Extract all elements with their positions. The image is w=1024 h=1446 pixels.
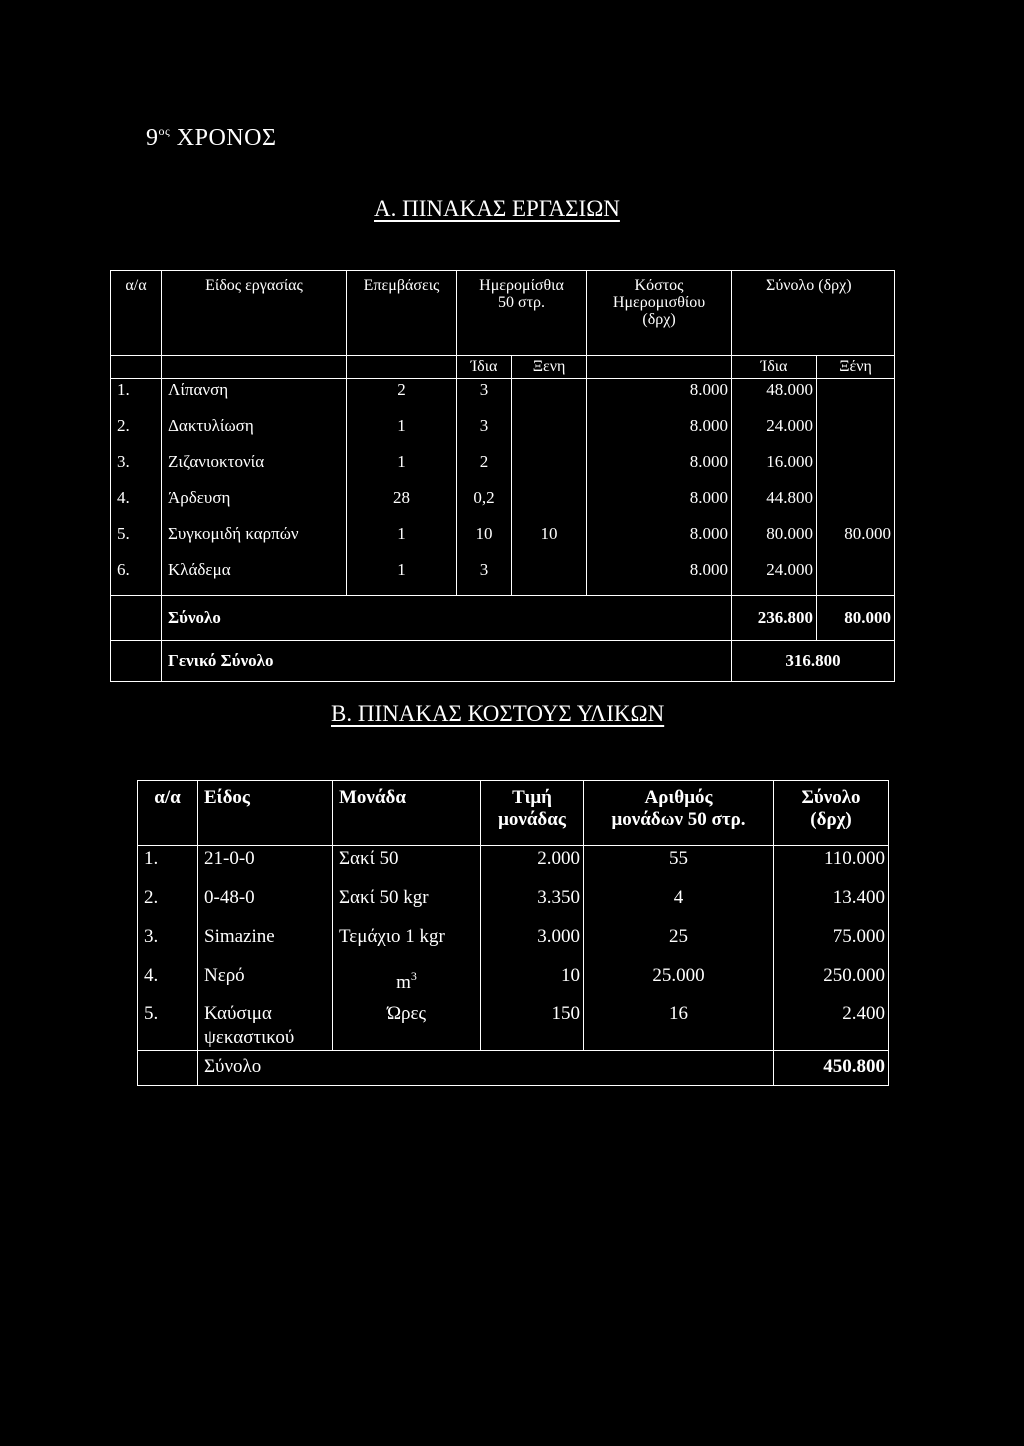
- cell-interventions: 1: [347, 559, 457, 596]
- work-table-subheader-row: [111, 356, 895, 379]
- mcell-unit: [333, 885, 481, 924]
- work-table-header-row: [111, 271, 895, 356]
- cell-own: 3: [457, 559, 512, 596]
- sum-gap-3: [512, 596, 587, 641]
- subheader-own: Ίδια: [457, 356, 512, 379]
- cell-interventions: 1: [347, 523, 457, 559]
- table-row: [111, 487, 895, 523]
- cell-own: 3: [457, 379, 512, 416]
- mheader-price-line2: μονάδας: [498, 809, 566, 830]
- mcell-aa: 2.: [138, 885, 198, 924]
- mcell-qty: 25.000: [584, 963, 774, 1002]
- table-row: [111, 379, 895, 416]
- mcell-total: 13.400: [774, 885, 889, 924]
- mcell-unit-text: Ώρες: [386, 1003, 427, 1024]
- grand-gap-1: [347, 641, 457, 682]
- cell-own: 10: [457, 523, 512, 559]
- mcell-total: 75.000: [774, 924, 889, 963]
- mcell-type-line1: Simazine: [204, 926, 275, 947]
- msum-empty: [138, 1051, 198, 1086]
- work-table-body: [111, 379, 895, 596]
- cell-total-own: 24.000: [732, 559, 817, 596]
- header-total: Σύνολο (δρχ): [732, 271, 895, 356]
- year-number: 9: [146, 125, 159, 151]
- grand-gap-4: [587, 641, 732, 682]
- header-wages-line1: Ημερομίσθια: [479, 277, 564, 294]
- cell-type: Άρδευση: [162, 487, 347, 523]
- subheader-total-foreign: Ξένη: [817, 356, 895, 379]
- cell-foreign: [512, 559, 587, 596]
- mheader-total: [774, 781, 889, 846]
- mcell-price: 3.000: [481, 924, 584, 963]
- mheader-qty: [584, 781, 774, 846]
- mcell-price: 2.000: [481, 846, 584, 886]
- subheader-empty-1: [111, 356, 162, 379]
- grand-empty: [111, 641, 162, 682]
- cell-total-own: 16.000: [732, 451, 817, 487]
- mcell-type: [198, 846, 333, 886]
- msum-gap-2: [481, 1051, 584, 1086]
- cell-cost: 8.000: [587, 379, 732, 416]
- subheader-empty-2: [162, 356, 347, 379]
- table-row: [111, 523, 895, 559]
- grand-label: Γενικό Σύνολο: [162, 641, 347, 682]
- sum-gap-2: [457, 596, 512, 641]
- grand-value: 316.800: [732, 641, 895, 682]
- mheader-unit: Μονάδα: [333, 781, 481, 846]
- cell-interventions: 1: [347, 415, 457, 451]
- cell-total-foreign: [817, 559, 895, 596]
- mheader-price-line1: Τιμή: [512, 787, 552, 808]
- cell-cost: 8.000: [587, 487, 732, 523]
- mcell-type-line1: 21-0-0: [204, 848, 255, 869]
- table-b-title: Β. ΠΙΝΑΚΑΣ ΚΟΣΤΟΥΣ ΥΛΙΚΩΝ: [331, 701, 665, 726]
- table-row: [138, 885, 889, 924]
- table-a-title: Α. ΠΙΝΑΚΑΣ ΕΡΓΑΣΙΩΝ: [374, 196, 620, 221]
- mheader-aa: α/α: [138, 781, 198, 846]
- header-interventions: Επεμβάσεις: [347, 271, 457, 356]
- cell-own: 2: [457, 451, 512, 487]
- mcell-total: 110.000: [774, 846, 889, 886]
- sum-empty: [111, 596, 162, 641]
- cell-total-own: 24.000: [732, 415, 817, 451]
- sum-gap-4: [587, 596, 732, 641]
- cell-foreign: [512, 415, 587, 451]
- mcell-type: [198, 924, 333, 963]
- cell-total-own: 44.800: [732, 487, 817, 523]
- table-row: [111, 415, 895, 451]
- cell-total-foreign: [817, 379, 895, 416]
- mcell-unit: [333, 963, 481, 1002]
- mheader-qty-line2: μονάδων 50 στρ.: [611, 809, 746, 830]
- mcell-total: 2.400: [774, 1002, 889, 1051]
- cell-own: 3: [457, 415, 512, 451]
- mcell-type: [198, 963, 333, 1002]
- header-aa: α/α: [111, 271, 162, 356]
- table-row: [138, 1002, 889, 1051]
- cell-cost: 8.000: [587, 559, 732, 596]
- cell-aa: 3.: [111, 451, 162, 487]
- header-cost-line3: (δρχ): [642, 311, 676, 328]
- mcell-price: 150: [481, 1002, 584, 1051]
- mcell-unit-sup: 3: [410, 969, 417, 983]
- cell-total-own: 48.000: [732, 379, 817, 416]
- cell-type: Δακτυλίωση: [162, 415, 347, 451]
- cell-total-foreign: 80.000: [817, 523, 895, 559]
- mcell-price: 3.350: [481, 885, 584, 924]
- cell-foreign: 10: [512, 523, 587, 559]
- table-row: [138, 963, 889, 1002]
- mcell-aa: 5.: [138, 1002, 198, 1051]
- sum-own-value: 236.800: [732, 596, 817, 641]
- cell-type: Λίπανση: [162, 379, 347, 416]
- mcell-qty: 4: [584, 885, 774, 924]
- sum-foreign-value: 80.000: [817, 596, 895, 641]
- mcell-type: [198, 1002, 333, 1051]
- year-suffix: ος: [158, 124, 171, 138]
- mcell-type-line1: Νερό: [204, 965, 245, 986]
- header-wages-line2: 50 στρ.: [497, 294, 546, 311]
- cell-interventions: 28: [347, 487, 457, 523]
- header-cost: [587, 271, 732, 356]
- cell-cost: 8.000: [587, 415, 732, 451]
- cell-foreign: [512, 379, 587, 416]
- msum-gap-1: [333, 1051, 481, 1086]
- cell-aa: 5.: [111, 523, 162, 559]
- cell-foreign: [512, 451, 587, 487]
- mcell-qty: 25: [584, 924, 774, 963]
- subheader-foreign: Ξενη: [512, 356, 587, 379]
- cell-total-own: 80.000: [732, 523, 817, 559]
- sum-gap-1: [347, 596, 457, 641]
- table-row: [111, 451, 895, 487]
- subheader-total-own: Ίδια: [732, 356, 817, 379]
- cell-total-foreign: [817, 451, 895, 487]
- mcell-qty: 16: [584, 1002, 774, 1051]
- cell-type: Κλάδεμα: [162, 559, 347, 596]
- mcell-aa: 1.: [138, 846, 198, 886]
- subheader-empty-3: [347, 356, 457, 379]
- cell-interventions: 2: [347, 379, 457, 416]
- table-row: [138, 846, 889, 886]
- cell-total-foreign: [817, 415, 895, 451]
- mcell-unit-text: Σακί 50: [339, 848, 399, 869]
- mheader-type: Είδος: [198, 781, 333, 846]
- mcell-unit-text: m: [396, 972, 411, 993]
- cell-foreign: [512, 487, 587, 523]
- mcell-unit-text: Τεμάχιο 1 kgr: [339, 926, 445, 947]
- materials-header-row: [138, 781, 889, 846]
- grand-gap-3: [512, 641, 587, 682]
- cell-aa: 4.: [111, 487, 162, 523]
- cell-own: 0,2: [457, 487, 512, 523]
- mcell-type-line2: ψεκαστικού: [204, 1027, 295, 1048]
- work-table-grand-row: [111, 641, 895, 682]
- mcell-aa: 3.: [138, 924, 198, 963]
- mcell-total: 250.000: [774, 963, 889, 1002]
- subheader-empty-4: [587, 356, 732, 379]
- materials-sum-row: [138, 1051, 889, 1086]
- work-table-sum-row: [111, 596, 895, 641]
- mcell-unit: [333, 846, 481, 886]
- materials-table: [137, 780, 889, 1086]
- page-year-title: [146, 124, 276, 152]
- cell-aa: 6.: [111, 559, 162, 596]
- msum-value: 450.800: [774, 1051, 889, 1086]
- mcell-type-line1: Καύσιμα: [204, 1003, 272, 1024]
- grand-gap-2: [457, 641, 512, 682]
- mcell-type: [198, 885, 333, 924]
- cell-type: Συγκομιδή καρπών: [162, 523, 347, 559]
- header-wages: [457, 271, 587, 356]
- sum-label: Σύνολο: [162, 596, 347, 641]
- cell-interventions: 1: [347, 451, 457, 487]
- work-table: [110, 270, 895, 682]
- table-row: [111, 559, 895, 596]
- header-cost-line1: Κόστος: [634, 277, 684, 294]
- materials-table-body: [138, 846, 889, 1051]
- cell-aa: 2.: [111, 415, 162, 451]
- mcell-unit-text: Σακί 50 kgr: [339, 887, 429, 908]
- mcell-unit: [333, 924, 481, 963]
- cell-type: Ζιζανιοκτονία: [162, 451, 347, 487]
- mcell-type-line1: 0-48-0: [204, 887, 255, 908]
- mheader-total-line1: Σύνολο: [801, 787, 861, 808]
- mcell-unit: [333, 1002, 481, 1051]
- table-row: [138, 924, 889, 963]
- cell-total-foreign: [817, 487, 895, 523]
- mheader-total-line2: (δρχ): [810, 809, 852, 830]
- msum-gap-3: [584, 1051, 774, 1086]
- header-cost-line2: Ημερομισθίου: [612, 294, 706, 311]
- mheader-qty-line1: Αριθμός: [644, 787, 713, 808]
- cell-cost: 8.000: [587, 451, 732, 487]
- mheader-price: [481, 781, 584, 846]
- year-word: ΧΡΟΝΟΣ: [176, 125, 277, 151]
- header-type: Είδος εργασίας: [162, 271, 347, 356]
- mcell-price: 10: [481, 963, 584, 1002]
- msum-label: Σύνολο: [198, 1051, 333, 1086]
- cell-aa: 1.: [111, 379, 162, 416]
- mcell-aa: 4.: [138, 963, 198, 1002]
- mcell-qty: 55: [584, 846, 774, 886]
- cell-cost: 8.000: [587, 523, 732, 559]
